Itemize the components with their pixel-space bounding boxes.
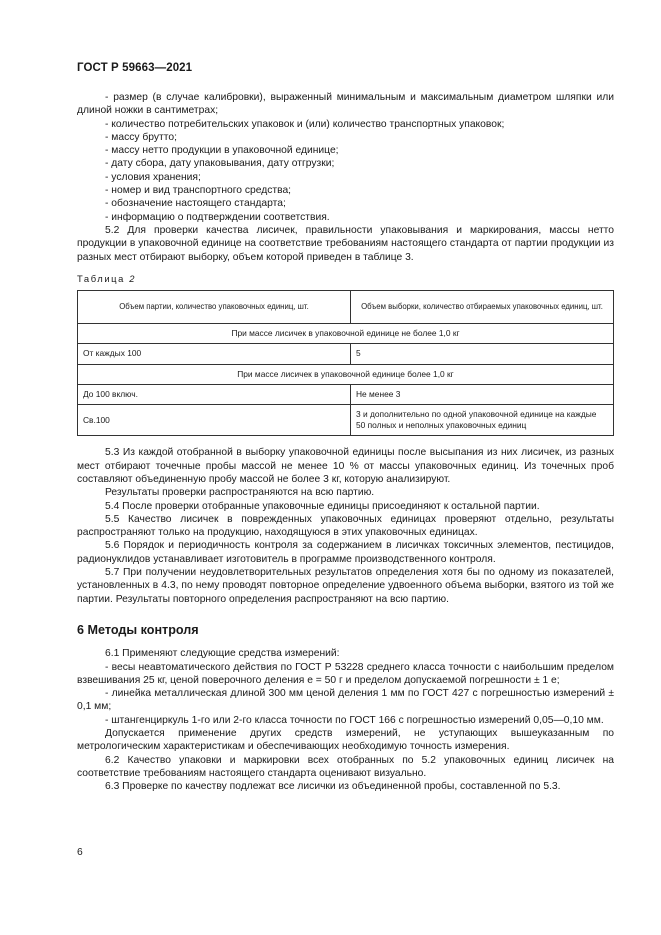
list-item: - количество потребительских упаковок и (или) количество транспортных упаковок;	[105, 118, 505, 130]
table-section-row	[78, 364, 614, 384]
table-row	[78, 384, 614, 404]
list-item: - условия хранения;	[105, 171, 201, 183]
page-number: 6	[77, 847, 83, 858]
table-header-sample: Объем выборки, количество отбираемых упаковочных единиц, шт.	[351, 291, 614, 324]
document-body	[77, 91, 614, 794]
paragraph-5-2: 5.2 Для проверки качества лисичек, правильности упаковывания и маркирования, массы нетто продукции в упаковочной единице на соответствие требованиям настоящего стандарта от партии продукции из разных мест отбирают выборку, объем которой приведен в таблице 3.	[77, 224, 614, 263]
table-row	[78, 344, 614, 364]
table-header-row	[78, 291, 614, 324]
list-item: - обозначение настоящего стандарта;	[105, 198, 286, 210]
table-cell-lot: До 100 включ.	[78, 384, 351, 404]
list-item: - размер (в случае калибровки), выраженный минимальным и максимальным диаметром шляпки или длиной ножки в сантиметрах;	[77, 92, 614, 117]
table-header-lot: Объем партии, количество упаковочных единиц, шт.	[78, 291, 351, 324]
list-item: - массу брутто;	[105, 131, 177, 143]
table-cell-sample: 3 и дополнительно по одной упаковочной единице на каждые 50 полных и неполных упаковочных единиц	[351, 404, 614, 435]
table-caption	[77, 272, 614, 285]
paragraph-ruler: - линейка металлическая длиной 300 мм ценой деления 1 мм по ГОСТ 427 с погрешностью измерений ± 0,1 мм;	[77, 688, 614, 713]
sampling-table	[77, 290, 614, 436]
paragraph-results: Результаты проверки распространяются на всю партию.	[105, 487, 375, 499]
list-item: - дату сбора, дату упаковывания, дату отгрузки;	[105, 158, 335, 170]
list-item: - номер и вид транспортного средства;	[105, 185, 292, 197]
list-item: - информацию о подтверждении соответствия.	[105, 211, 330, 223]
table-caption-label: Таблица	[77, 272, 125, 284]
paragraph-5-7: 5.7 При получении неудовлетворительных результатов определения хотя бы по одному из показателей, установленных в 4.3, по нему проводят повторное определение удвоенного объема выборки, взятого из той же партии. Результаты повторного определения распространяют на всю партию.	[77, 567, 614, 605]
paragraph-caliper: - штангенциркуль 1-го или 2-го класса точности по ГОСТ 166 с погрешностью измерений 0,05—0,10 мм.	[105, 714, 604, 726]
document-header: ГОСТ Р 59663—2021	[77, 62, 193, 74]
table-section-1: При массе лисичек в упаковочной единице не более 1,0 кг	[78, 324, 614, 344]
paragraph-5-5: 5.5 Качество лисичек в поврежденных упаковочных единицах проверяют отдельно, результаты распространяют только на продукцию, находящуюся в этих упаковочных единицах.	[77, 513, 614, 539]
table-cell-sample: Не менее 3	[351, 384, 614, 404]
table-row	[78, 404, 614, 435]
paragraph-scales: - весы неавтоматического действия по ГОСТ Р 53228 среднего класса точности с наибольшим пределом взвешивания 25 кг, ценой поверочного деления е = 50 г и пределом допускаемой погрешности ± 1 е;	[77, 661, 614, 686]
table-cell-sample: 5	[351, 344, 614, 364]
table-section-row	[78, 324, 614, 344]
list-item: - массу нетто продукции в упаковочной единице;	[105, 145, 339, 157]
table-section-2: При массе лисичек в упаковочной единице более 1,0 кг	[78, 364, 614, 384]
paragraph-5-6: 5.6 Порядок и периодичность контроля за содержанием в лисичках токсичных элементов, пестицидов, радионуклидов устанавливает изготовитель в программе производственного контроля.	[77, 540, 614, 565]
paragraph-6-3: 6.3 Проверке по качеству подлежат все лисички из объединенной пробы, составленной по 5.3.	[105, 781, 561, 793]
paragraph-5-4: 5.4 После проверки отобранные упаковочные единицы присоединяют к остальной партии.	[105, 500, 540, 512]
paragraph-other-instruments: Допускается применение других средств измерений, не уступающих вышеуказанным по метрологическим характеристикам и обеспечивающих необходимую точность измерения.	[77, 728, 614, 753]
paragraph-5-3: 5.3 Из каждой отобранной в выборку упаковочной единицы после высыпания из них лисичек, из разных мест отбирают точечные пробы массой не менее 10 % от массы упаковочных единиц. Из точечных проб составляют объединенную пробу массой не более 3 кг, которую анализируют.	[77, 447, 614, 485]
table-caption-number: 2	[129, 272, 135, 284]
table-cell-lot: От каждых 100	[78, 344, 351, 364]
paragraph-6-2: 6.2 Качество упаковки и маркировки всех отобранных по 5.2 упаковочных единиц лисичек на соответствие требованиям настоящего стандарта оценивают визуально.	[77, 754, 614, 779]
section-6-title: 6 Методы контроля	[77, 622, 199, 637]
table-cell-lot: Св.100	[78, 404, 351, 435]
paragraph-6-1: 6.1 Применяют следующие средства измерений:	[105, 648, 340, 660]
